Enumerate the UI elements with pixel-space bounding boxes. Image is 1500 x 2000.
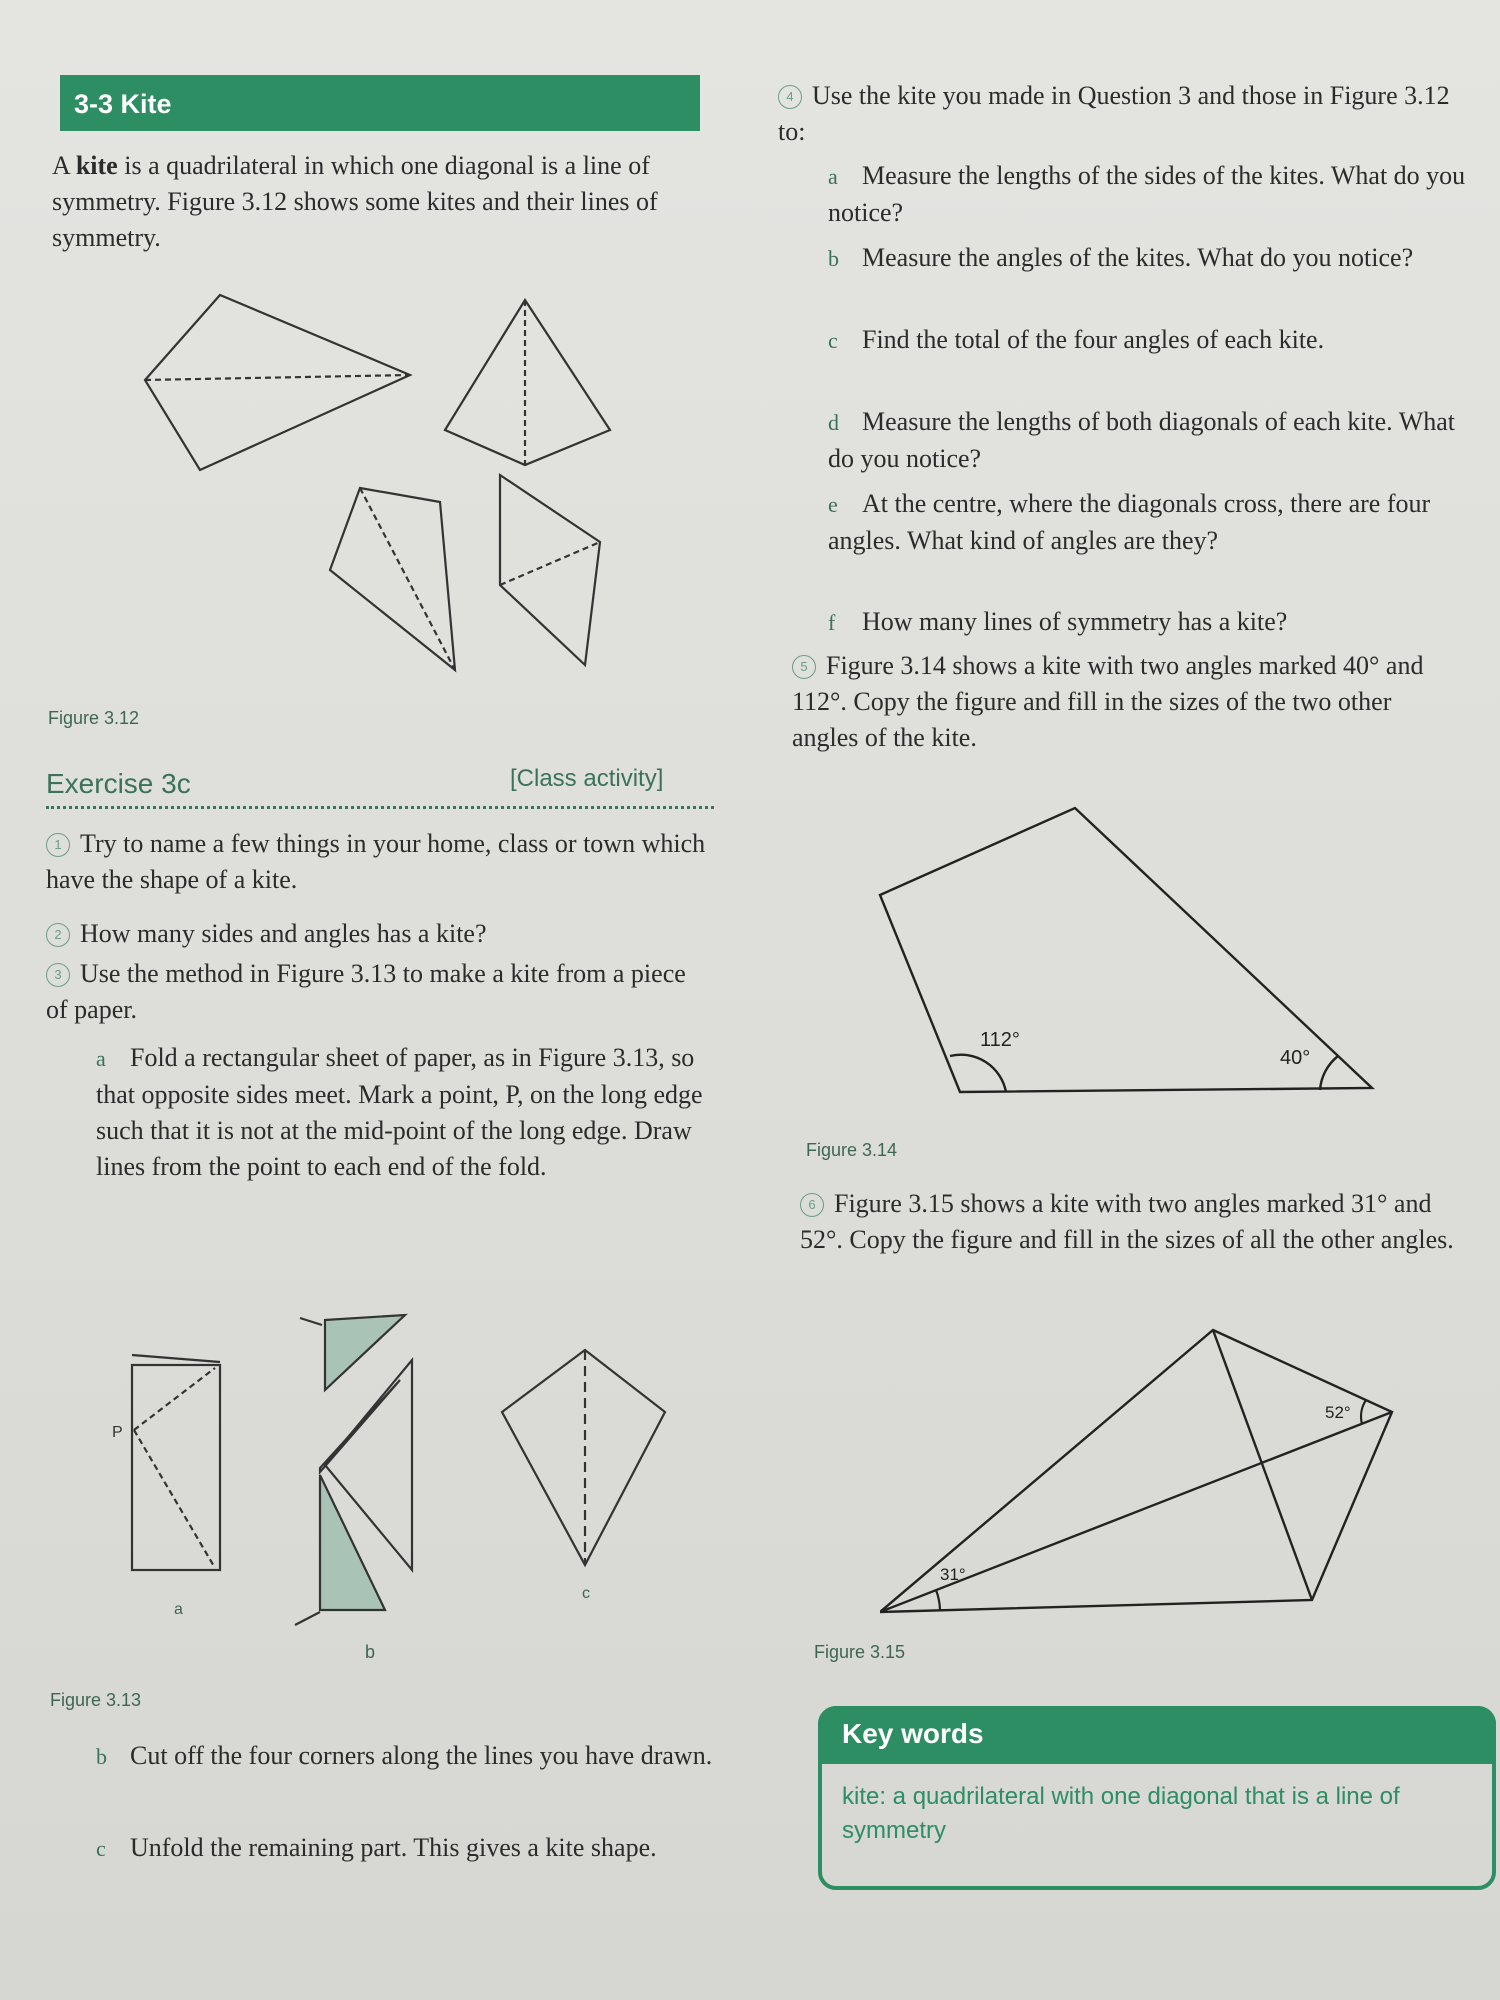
angle-label-112: 112° — [980, 1029, 1020, 1051]
question-2-text: How many sides and angles has a kite? — [80, 919, 487, 948]
question-3a-letter: a — [96, 1046, 106, 1071]
angle-arc-31 — [936, 1590, 940, 1610]
angle-arc-40 — [1320, 1056, 1338, 1090]
diagonal-1 — [1213, 1330, 1312, 1600]
figure-3-12-caption: Figure 3.12 — [48, 708, 140, 728]
key-words-definition: kite: a quadrilateral with one diagonal that is a line of symmetry — [842, 1783, 1400, 1844]
question-4c-text: Find the total of the four angles of each kite. — [862, 325, 1325, 354]
figure-3-13-folding — [110, 1300, 690, 1680]
cut-corner-bottom — [320, 1475, 385, 1610]
question-4e-text: At the centre, where the diagonals cross, there are four angles. What kind of angles are they? — [828, 489, 1431, 555]
question-number-3: 3 — [46, 963, 70, 987]
question-4d — [828, 404, 1468, 477]
question-number-5: 5 — [792, 655, 816, 679]
question-4f-letter: f — [828, 610, 836, 635]
figure-3-13-label-b: b — [365, 1642, 376, 1662]
exercise-tag: [Class activity] — [510, 765, 664, 792]
key-words-heading: Key words — [842, 1718, 984, 1749]
kite-3 — [330, 488, 455, 670]
point-p-label: P — [112, 1424, 123, 1441]
question-4a-text: Measure the lengths of the sides of the kites. What do you notice? — [828, 161, 1466, 227]
cut-corner-middle — [320, 1380, 400, 1472]
intro-paragraph — [52, 148, 702, 256]
question-3b-letter: b — [96, 1744, 107, 1769]
kite-1 — [145, 295, 410, 470]
question-5-text: Figure 3.14 shows a kite with two angles marked 40° and 112°. Copy the figure and fill in the sizes of the two other angles of the kite. — [792, 651, 1424, 752]
question-1-text: Try to name a few things in your home, class or town which have the shape of a kite. — [46, 829, 706, 894]
section-banner — [60, 75, 700, 131]
figure-3-14-caption: Figure 3.14 — [806, 1140, 898, 1160]
question-3b-text: Cut off the four corners along the lines you have drawn. — [130, 1741, 713, 1770]
question-4f — [828, 604, 1468, 641]
exercise-title: Exercise 3c — [46, 768, 191, 799]
figure-3-15-caption: Figure 3.15 — [814, 1642, 906, 1662]
section-title: 3-3 Kite — [74, 89, 172, 119]
question-6-text: Figure 3.15 shows a kite with two angles marked 31° and 52°. Copy the figure and fill in the sizes of all the other angles. — [800, 1189, 1454, 1254]
figure-3-15-kite — [880, 1320, 1420, 1630]
question-4e — [828, 486, 1468, 559]
figure-3-13-label-c: c — [582, 1585, 590, 1602]
exercise-divider — [46, 806, 714, 809]
question-2 — [46, 916, 716, 952]
question-6 — [800, 1186, 1460, 1258]
question-number-4: 4 — [778, 85, 802, 109]
question-3a — [96, 1040, 716, 1185]
angle-label-31: 31° — [940, 1565, 966, 1584]
question-4a — [828, 158, 1468, 231]
angle-label-40: 40° — [1280, 1047, 1311, 1069]
angle-label-52: 52° — [1325, 1403, 1351, 1422]
fold-edge — [132, 1355, 220, 1362]
question-4b — [828, 240, 1468, 277]
question-5 — [792, 648, 1432, 756]
figure-3-12-kites — [130, 280, 650, 680]
question-3b — [96, 1738, 716, 1775]
question-3a-text: Fold a rectangular sheet of paper, as in Figure 3.13, so that opposite sides meet. Mark a point, P, on the long edge such that it is not at the mid-point of the long edge. Draw lines from the point to each end of the fold. — [96, 1043, 703, 1181]
intro-bold-word: kite — [75, 151, 118, 180]
fold-line-top — [134, 1368, 215, 1430]
kite-1-symmetry-line — [145, 375, 410, 380]
question-4e-letter: e — [828, 492, 838, 517]
question-4 — [778, 78, 1458, 150]
kite-2 — [445, 300, 610, 465]
question-number-6: 6 — [800, 1193, 824, 1217]
figure-3-14-kite — [860, 800, 1400, 1100]
question-4-text: Use the kite you made in Question 3 and those in Figure 3.12 to: — [778, 81, 1450, 146]
question-4c-letter: c — [828, 328, 838, 353]
key-words-header — [818, 1706, 1496, 1764]
question-4b-letter: b — [828, 246, 839, 271]
question-3c-text: Unfold the remaining part. This gives a kite shape. — [130, 1833, 657, 1862]
folded-rectangle — [132, 1365, 220, 1570]
figure-3-13-label-a: a — [174, 1601, 183, 1618]
question-4a-letter: a — [828, 164, 838, 189]
question-3-text: Use the method in Figure 3.13 to make a kite from a piece of paper. — [46, 959, 686, 1024]
finished-kite — [502, 1350, 665, 1565]
question-3c-letter: c — [96, 1836, 106, 1861]
question-4c — [828, 322, 1468, 359]
angle-arc-52 — [1361, 1400, 1366, 1424]
cut-corner-top — [325, 1315, 405, 1390]
intro-after: is a quadrilateral in which one diagonal is a line of symmetry. Figure 3.12 shows some kites and their lines of symmetry. — [52, 151, 658, 252]
question-4d-text: Measure the lengths of both diagonals of each kite. What do you notice? — [828, 407, 1456, 473]
figure-3-13-caption: Figure 3.13 — [50, 1690, 142, 1710]
kite-4-symmetry-line — [500, 542, 600, 585]
scissor-mark-bottom — [295, 1612, 320, 1625]
question-4b-text: Measure the angles of the kites. What do you notice? — [862, 243, 1414, 272]
intro-before: A — [52, 151, 76, 180]
scissor-mark-top — [300, 1318, 322, 1325]
question-number-2: 2 — [46, 923, 70, 947]
question-3 — [46, 956, 686, 1028]
question-4d-letter: d — [828, 410, 839, 435]
fold-line-bottom — [134, 1430, 215, 1568]
question-1 — [46, 826, 716, 898]
kite-4 — [500, 475, 600, 665]
question-number-1: 1 — [46, 833, 70, 857]
question-4f-text: How many lines of symmetry has a kite? — [862, 607, 1288, 636]
question-3c — [96, 1830, 716, 1867]
